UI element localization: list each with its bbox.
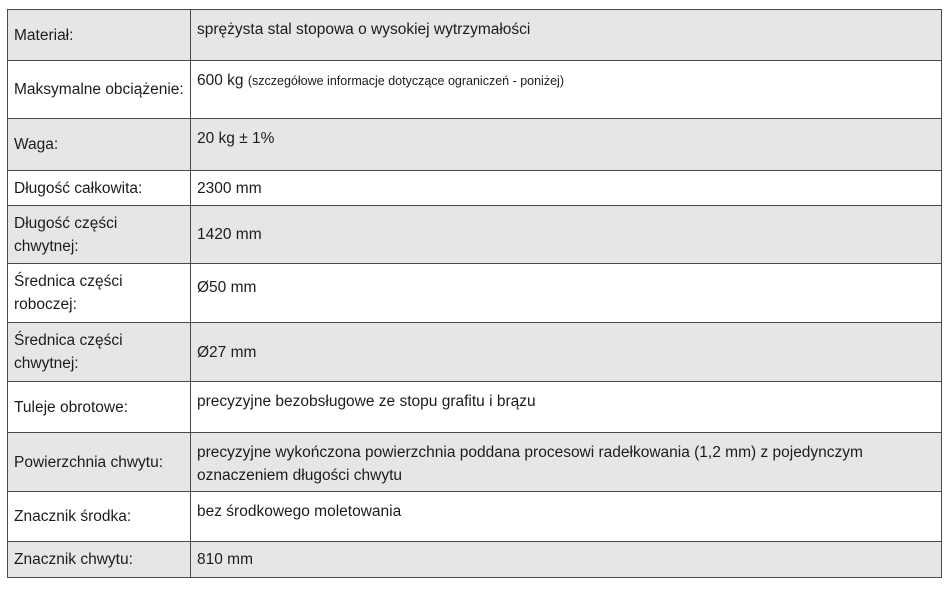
row-value: 810 mm [191,542,942,578]
row-value: precyzyjne bezobsługowe ze stopu grafitu i brązu [191,382,942,433]
row-label: Maksymalne obciążenie: [8,61,191,119]
table-row [8,61,942,119]
row-label: Znacznik chwytu: [8,542,191,578]
row-value: bez środkowego moletowania [191,492,942,542]
row-value: precyzyjne wykończona powierzchnia poddana procesowi radełkowania (1,2 mm) z pojedynczym oznaczeniem długości chwytu [191,433,942,492]
row-label: Znacznik środka: [8,492,191,542]
row-value: 2300 mm [191,171,942,206]
row-label: Średnica części chwytnej: [8,323,191,382]
row-label: Długość części chwytnej: [8,206,191,264]
table-row [8,264,942,323]
row-value [191,61,942,119]
row-value: 1420 mm [191,206,942,264]
row-label: Średnica części roboczej: [8,264,191,323]
table-row [8,171,942,206]
table-row [8,542,942,578]
table-row [8,206,942,264]
table-row [8,433,942,492]
value-text: 600 kg [197,72,244,89]
row-label: Długość całkowita: [8,171,191,206]
table-row [8,119,942,171]
table-row [8,382,942,433]
table-row [8,492,942,542]
row-value: sprężysta stal stopowa o wysokiej wytrzymałości [191,10,942,61]
row-value: Ø50 mm [191,264,942,323]
table-row [8,323,942,382]
value-note: (szczegółowe informacje dotyczące ograniczeń - poniżej) [247,74,564,88]
row-label: Powierzchnia chwytu: [8,433,191,492]
row-label: Materiał: [8,10,191,61]
row-value: 20 kg ± 1% [191,119,942,171]
row-value: Ø27 mm [191,323,942,382]
table-row [8,10,942,61]
specifications-table [7,9,942,578]
row-label: Waga: [8,119,191,171]
row-label: Tuleje obrotowe: [8,382,191,433]
